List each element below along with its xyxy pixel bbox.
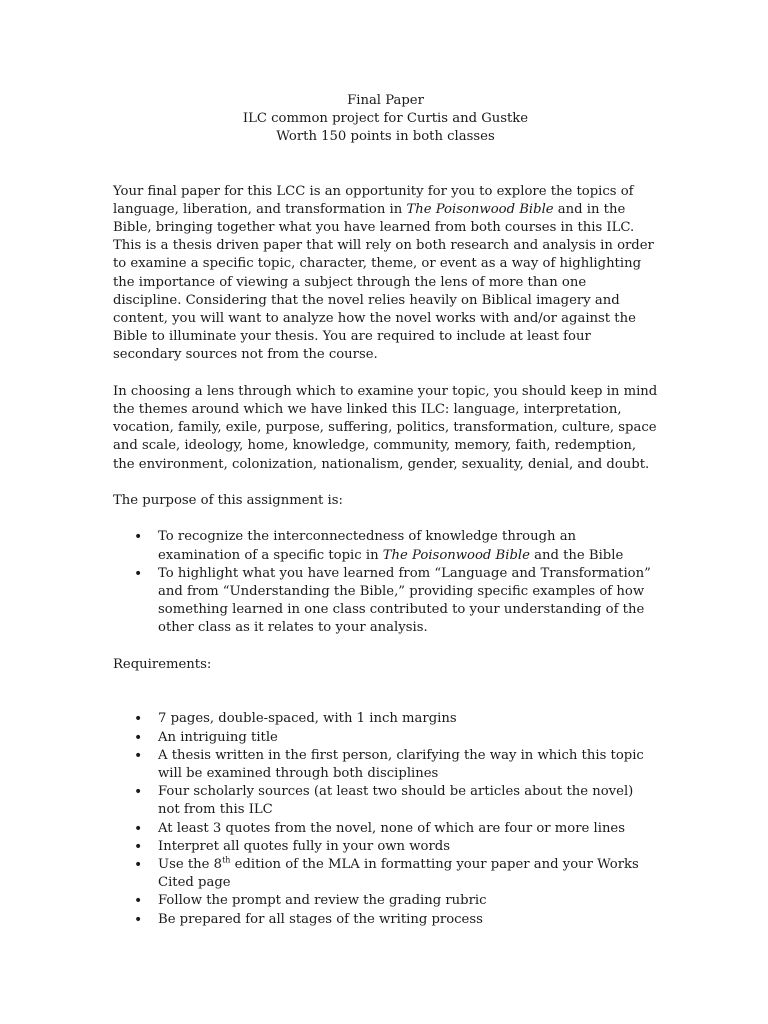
novel-title: The Poisonwood Bible [382, 547, 530, 563]
list-item: • To highlight what you have learned from “Language and Transformation” and from “Understanding the Bible,” providing specific examples of how something learned in one class contributed to your understanding of the other class as it relates to your analysis. [113, 565, 658, 638]
intro-text-2: and in the Bible, bringing together what you have learned from both courses in this ILC. This is a thesis driven paper that will rely on both research and analysis in order to examine a specific topic, character, theme, or event as a way of highlighting the importance of viewing a subject through the lens of more than one discipline. Considering that the novel relies heavily on Biblical imagery and content, you will want to analyze how the novel works with and/or against the Bible to illuminate your thesis. You are required to include at least four secondary sources not from the course. [113, 201, 654, 363]
list-item: • Interpret all quotes fully in your own words [113, 838, 658, 856]
intro-paragraph [113, 183, 658, 365]
purpose-heading: The purpose of this assignment is: [113, 493, 343, 509]
spacer [113, 692, 658, 710]
list-item: • Be prepared for all stages of the writing process [113, 911, 658, 929]
document-subtitle: ILC common project for Curtis and Gustke [242, 111, 529, 127]
requirement-7-end: edition of the MLA in formatting your paper and your Works Cited page [158, 857, 639, 891]
requirement-7-text: Use the 8 [158, 857, 223, 873]
requirements-heading: Requirements: [113, 656, 212, 672]
ordinal-suffix: th [222, 855, 231, 865]
list-item: • Follow the prompt and review the grading rubric [113, 892, 658, 910]
list-item: • 7 pages, double-spaced, with 1 inch margins [113, 710, 658, 728]
intro-text-1: Your final paper for this LCC is an opportunity for you to explore the topics of language, liberation, and transformation in [113, 183, 634, 217]
list-item: • A thesis written in the first person, clarifying the way in which this topic will be examined through both disciplines [113, 747, 658, 783]
lens-paragraph: In choosing a lens through which to examine your topic, you should keep in mind the themes around which we have linked this ILC: language, interpretation, vocation, family, exile, purpose, suffering, politics, transformation, culture, space and scale, ideology, home, knowledge, community, memory, faith, redemption, the environment, colonization, nationalism, gender, sexuality, denial, and doubt. [113, 383, 658, 472]
list-item [113, 856, 658, 892]
document-title: Final Paper [347, 93, 424, 108]
purpose-item-1-end: and the Bible [529, 547, 624, 563]
requirements-list [113, 710, 658, 928]
document-header [113, 92, 658, 147]
purpose-item-1-text: To recognize the interconnectedness of knowledge through an examination of a specific topic in [158, 529, 577, 563]
list-item [113, 528, 658, 564]
list-item: • At least 3 quotes from the novel, none of which are four or more lines [113, 820, 658, 838]
points-line: Worth 150 points in both classes [276, 129, 495, 145]
purpose-list [113, 528, 658, 637]
novel-title: The Poisonwood Bible [406, 201, 554, 217]
list-item: • Four scholarly sources (at least two should be articles about the novel) not from this ILC [113, 783, 658, 819]
list-item: • An intriguing title [113, 729, 658, 747]
